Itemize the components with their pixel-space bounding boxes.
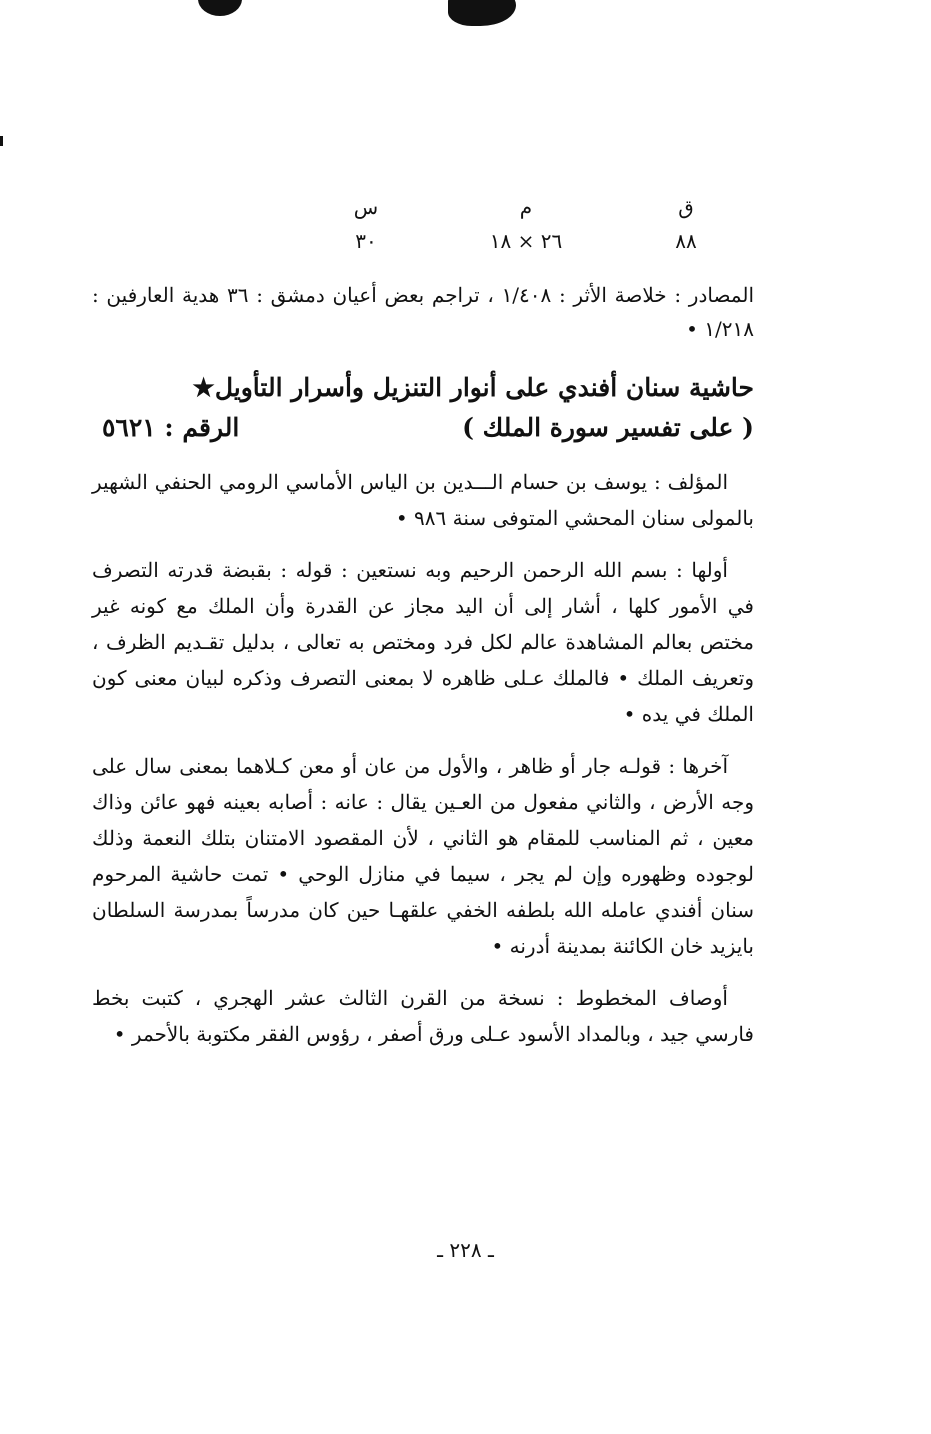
entry-subtitle: ( على تفسير سورة الملك ) <box>462 413 754 442</box>
page-number: ـ ٢٢٨ ـ <box>437 1238 494 1262</box>
code-label: م <box>519 195 533 219</box>
code-dimensions <box>466 190 586 258</box>
catalog-entry <box>92 190 754 1052</box>
sources-paragraph: المصادر : خلاصة الأثر : ١/٤٠٨ ، تراجم بعض أعيان دمشق : ٣٦ هدية العارفين : ١/٢١٨ • <box>92 283 755 341</box>
manuscript-codes <box>306 190 746 258</box>
margin-mark <box>0 136 3 146</box>
author-paragraph: المؤلف : يوسف بن حسام الـــدين بن الياس الأماسي الرومي الحنفي الشهير بالمولى سنان المحشي المتوفى سنة ٩٨٦ • <box>92 470 754 530</box>
code-lines <box>306 190 426 258</box>
code-leaves <box>626 190 746 258</box>
entry-subtitle-row <box>92 408 754 448</box>
entry-title: حاشية سنان أفندي على أنوار التنزيل وأسرار التأويل★ <box>192 373 754 402</box>
entry-number: الرقم : ٥٦٢١ <box>102 413 240 442</box>
ink-blot <box>198 0 242 16</box>
code-value: ٢٦ × ١٨ <box>489 229 563 253</box>
incipit-paragraph: أولها : بسم الله الرحمن الرحيم وبه نستعين : قوله : بقبضة قدرته التصرف في الأمور كلها ، أشار إلى أن اليد مجاز عن القدرة وأن الملك مع كونه غير مختص بعالم المشاهدة عالم لكل فرد ومختص به تعالى ، بدليل تقـديم الظرف ، وتعريف الملك • فالملك عـلى ظاهره لا بمعنى التصرف وذكره لبيان معنى كون الملك في يده • <box>92 558 754 726</box>
description-paragraph: أوصاف المخطوط : نسخة من القرن الثالث عشر الهجري ، كتبت بخط فارسي جيد ، وبالمداد الأسود عـلى ورق أصفر ، رؤوس الفقر مكتوبة بالأحمر • <box>92 986 754 1046</box>
code-label: ق <box>678 195 694 219</box>
code-value: ٣٠ <box>355 229 377 253</box>
code-label: س <box>353 195 379 219</box>
code-value: ٨٨ <box>675 229 697 253</box>
explicit-paragraph: آخرها : قولـه جار أو ظاهر ، والأول من عان أو معن كـلاهما بمعنى سال على وجه الأرض ، والثاني مفعول من العـين يقال : عانه : أصابه بعينه فهو عائن وذاك معين ، ثم المناسب للمقام هو الثاني ، لأن المقصود الامتنان بتلك النعمة وذلك لوجوده وظهوره وإن لم يجر ، سيما في منازل الوحي • تمت حاشية المرحوم سنان أفندي عامله الله بلطفه الخفي علقهـا حين كان مدرساً بمدرسة السلطان بايزيد خان الكائنة بمدينة أدرنه • <box>92 754 754 958</box>
ink-blot <box>448 0 516 26</box>
